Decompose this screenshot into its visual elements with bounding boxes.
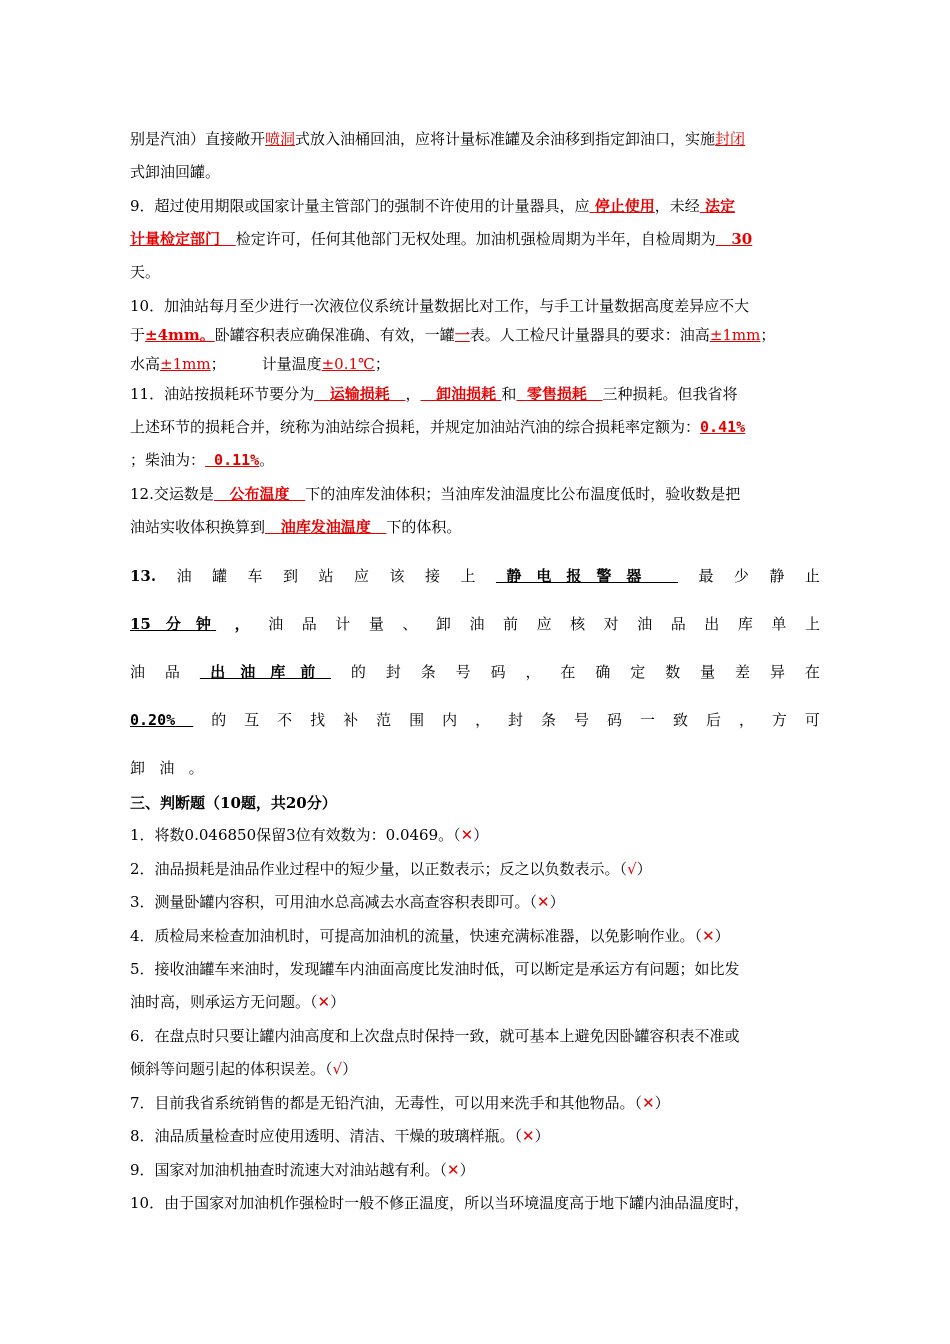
p8-line1: 别是汽油）直接敞开喷洞式放入油桶回油，应将计量标准罐及余油移到指定卸油口，实施封闭 (130, 130, 746, 148)
p11-line2: 上述环节的损耗合并，统称为油站综合损耗，并规定加油站汽油的综合损耗率定额为：0.41% (130, 418, 746, 436)
p13-line4: 0.20% 的 互 不 找 补 范 围 内 ， 封 条 号 码 一 致 后 ， 方 可 (130, 711, 820, 729)
judge-q6-line2: 倾斜等问题引起的体积误差。（√） (130, 1060, 358, 1078)
p8-line2: 式卸油回罐。 (130, 163, 221, 181)
judge-q5-line1: 5．接收油罐车来油时，发现罐车内油面高度比发油时低，可以断定是承运方有问题；如比发 (130, 960, 740, 978)
p13-line5: 卸 油 。 (130, 759, 204, 777)
p9-line1: 9．超过使用期限或国家计量主管部门的强制不许使用的计量器具，应 停止使用，未经 法定 (130, 197, 736, 215)
p13-line3: 油 品 出 油 库 前 的 封 条 号 码 ， 在 确 定 数 量 差 异 在 (130, 663, 820, 681)
check-mark-icon: √ (627, 860, 637, 878)
judge-q5-line2: 油时高，则承运方无问题。（✕） (130, 993, 346, 1011)
judge-q9: 9．国家对加油机抽查时流速大对油站越有利。（✕） (130, 1161, 475, 1179)
cross-mark-icon: ✕ (537, 893, 550, 911)
section3-title: 三、判断题（10题，共20分） (130, 794, 337, 812)
p13-line1: 13. 油 罐 车 到 站 应 该 接 上 静 电 报 警 器 最 少 静 止 (130, 567, 820, 585)
judge-q1: 1．将数0.046850保留3位有效数为：0.0469。（✕） (130, 826, 489, 844)
p10-line2: 于±4mm。卧罐容积表应确保准确、有效，一罐一表。人工检尺计量器具的要求：油高±1mm； (130, 326, 776, 344)
judge-q2: 2．油品损耗是油品作业过程中的短少量，以正数表示；反之以负数表示。（√） (130, 860, 652, 878)
p11-line3: ；柴油为： 0.11%。 (130, 451, 275, 469)
judge-q3: 3．测量卧罐内容积，可用油水总高减去水高查容积表即可。（✕） (130, 893, 565, 911)
p9-line2: 计量检定部门 检定许可，任何其他部门无权处理。加油机强检周期为半年，自检周期为 30 (130, 230, 753, 248)
judge-q10: 10．由于国家对加油机作强检时一般不修正温度，所以当环境温度高于地下罐内油品温度时， (130, 1194, 750, 1212)
cross-mark-icon: ✕ (522, 1127, 535, 1145)
cross-mark-icon: ✕ (702, 927, 715, 945)
cross-mark-icon: ✕ (642, 1094, 655, 1112)
p9-line3: 天。 (130, 263, 161, 281)
cross-mark-icon: ✕ (460, 826, 474, 844)
p13-line2: 15 分 钟 ， 油 品 计 量 、 卸 油 前 应 核 对 油 品 出 库 单 上 (130, 615, 820, 633)
p12-line2: 油站实收体积换算到 油库发油温度 下的体积。 (130, 518, 462, 536)
judge-q8: 8．油品质量检查时应使用透明、清洁、干燥的玻璃样瓶。（✕） (130, 1127, 550, 1145)
p11-line1: 11．油站按损耗环节要分为 运输损耗 ， 卸油损耗 和 零售损耗 三种损耗。但我省将 (130, 385, 738, 403)
judge-q7: 7．目前我省系统销售的都是无铅汽油，无毒性，可以用来洗手和其他物品。（✕） (130, 1094, 670, 1112)
judge-q6-line1: 6．在盘点时只要让罐内油高度和上次盘点时保持一致，就可基本上避免因卧罐容积表不准或 (130, 1027, 740, 1045)
p12-line1: 12.交运数是 公布温度 下的油库发油体积；当油库发油温度比公布温度低时，验收数是把 (130, 485, 741, 503)
check-mark-icon: √ (332, 1060, 343, 1078)
p10-line1: 10．加油站每月至少进行一次液位仪系统计量数据比对工作，与手工计量数据高度差异应不大 (130, 297, 750, 315)
cross-mark-icon: ✕ (317, 993, 331, 1011)
cross-mark-icon: ✕ (447, 1161, 460, 1179)
judge-q4: 4．质检局来检查加油机时，可提高加油机的流量，快速充满标准器，以免影响作业。（✕） (130, 927, 730, 945)
p10-line3: 水高±1mm； 计量温度±0.1℃； (130, 355, 390, 373)
